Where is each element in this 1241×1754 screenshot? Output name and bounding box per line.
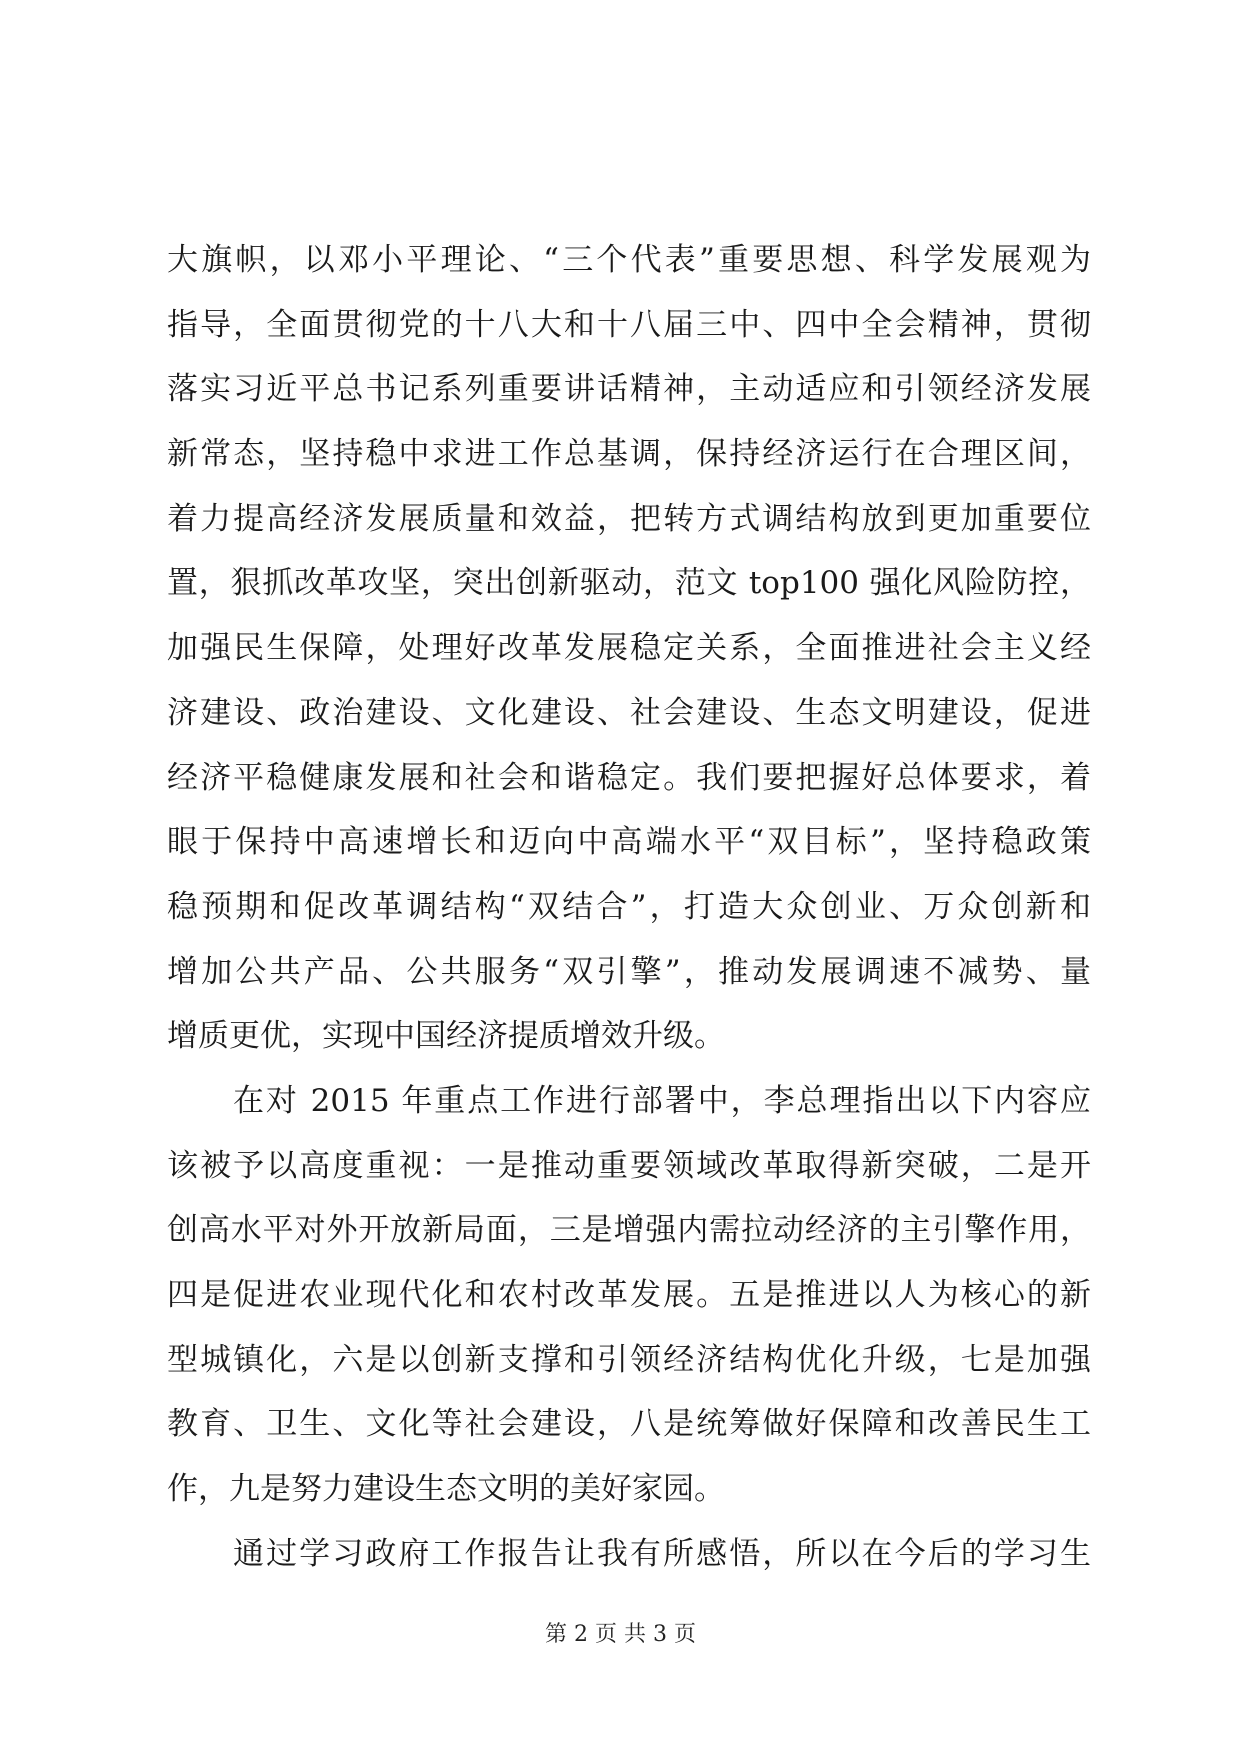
text-line: 型城镇化，六是以创新支撑和引领经济结构优化升级，七是加强 (167, 1341, 1091, 1378)
text-line: 在对 2015 年重点工作进行部署中，李总理指出以下内容应 (233, 1082, 1091, 1119)
text-line: 创高水平对外开放新局面，三是增强内需拉动经济的主引擎作用， (167, 1212, 1091, 1249)
text-line: 加强民生保障，处理好改革发展稳定关系，全面推进社会主义经 (167, 630, 1091, 667)
text-line: 经济平稳健康发展和社会和谐稳定。我们要把握好总体要求，着 (167, 759, 1091, 796)
text-line: 着力提高经济发展质量和效益，把转方式调结构放到更加重要位 (167, 500, 1091, 537)
text-line: 作，九是努力建设生态文明的美好家园。 (167, 1471, 725, 1508)
text-line: 置，狠抓改革攻坚，突出创新驱动，范文 top100 强化风险防控， (167, 565, 1091, 602)
text-line: 该被予以高度重视：一是推动重要领域改革取得新突破，二是开 (167, 1147, 1091, 1184)
text-line: 增质更优，实现中国经济提质增效升级。 (167, 1018, 725, 1055)
text-line: 四是促进农业现代化和农村改革发展。五是推进以人为核心的新 (167, 1277, 1091, 1313)
text-line: 指导，全面贯彻党的十八大和十八届三中、四中全会精神，贯彻 (167, 306, 1091, 343)
text-line: 增加公共产品、公共服务“双引擎”，推动发展调速不减势、量 (167, 953, 1091, 990)
document-body (167, 228, 1091, 1586)
text-line: 通过学习政府工作报告让我有所感悟，所以在今后的学习生 (233, 1535, 1091, 1572)
paragraph-1 (167, 228, 1091, 1069)
text-line: 眼于保持中高速增长和迈向中高端水平“双目标”，坚持稳政策 (167, 824, 1091, 861)
page-footer: 第 2 页 共 3 页 (545, 1622, 696, 1647)
text-line: 济建设、政治建设、文化建设、社会建设、生态文明建设，促进 (167, 694, 1091, 731)
text-line: 大旗帜，以邓小平理论、“三个代表”重要思想、科学发展观为 (167, 242, 1091, 278)
paragraph-3 (167, 1522, 1091, 1587)
text-line: 新常态，坚持稳中求进工作总基调，保持经济运行在合理区间， (167, 436, 1091, 473)
paragraph-2 (167, 1069, 1091, 1522)
text-line: 教育、卫生、文化等社会建设，八是统筹做好保障和改善民生工 (167, 1406, 1091, 1443)
text-line: 稳预期和促改革调结构“双结合”，打造大众创业、万众创新和 (167, 888, 1091, 925)
text-line: 落实习近平总书记系列重要讲话精神，主动适应和引领经济发展 (167, 371, 1091, 408)
